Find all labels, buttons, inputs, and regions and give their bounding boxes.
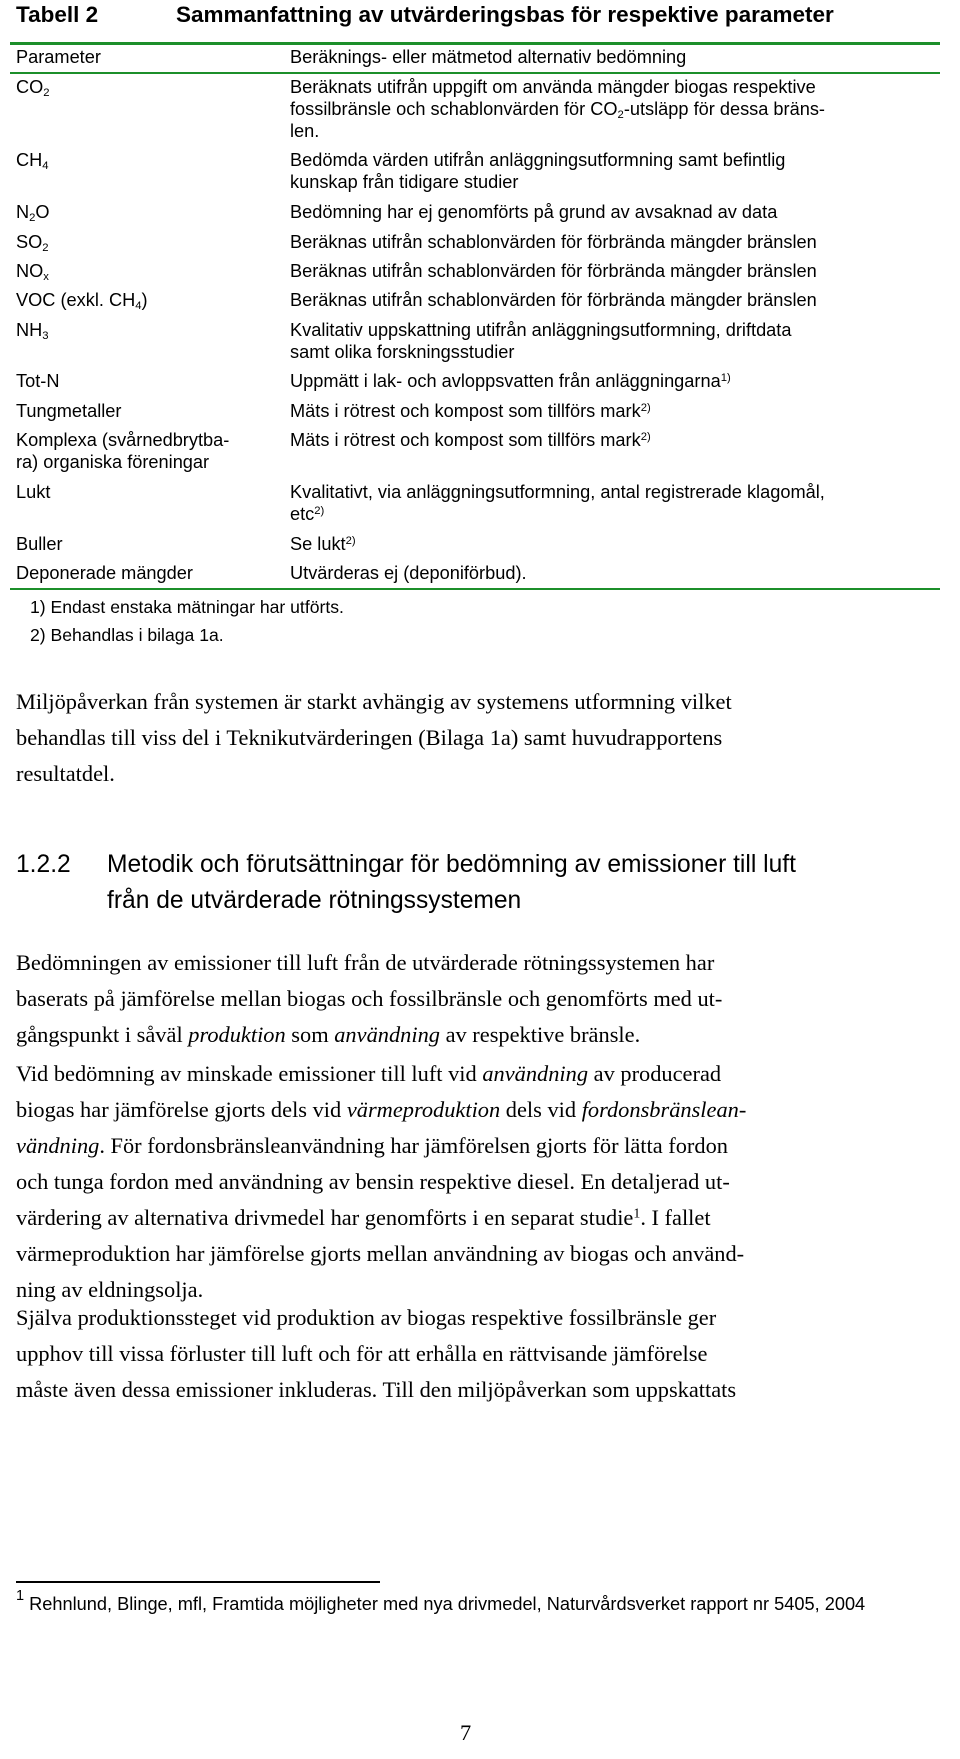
method-cell: Bedömning har ej genomförts på grund av avsaknad av data — [290, 202, 778, 222]
paragraph: Miljöpåverkan från systemen är starkt avhängig av systemens utformning vilket behandlas till viss del i Teknikutvärderingen (Bilaga 1a) samt huvudrapportens resultatdel. — [16, 689, 732, 786]
method-cell: Mäts i rötrest och kompost som tillförs mark$^{2)}$ — [290, 430, 651, 450]
method-cell: Beräknats utifrån uppgift om använda mängder biogas respektive fossilbränsle och schablonvärden för $CO_2$-utsläpp för dessa bräns- len. — [290, 77, 825, 141]
param-cell: Komplexa (svårnedbrytba- ra) organiska föreningar — [16, 430, 230, 472]
page-number: 7 — [460, 1720, 472, 1745]
method-cell: Beräknas utifrån schablonvärden för förbrända mängder bränslen — [290, 232, 817, 252]
method-cell: Bedömda värden utifrån anläggningsutformning samt befintlig kunskap från tidigare studier — [290, 150, 786, 192]
param-cell: $CO_2$ — [16, 77, 50, 99]
method-cell: Kvalitativ uppskattning utifrån anläggningsutformning, driftdata samt olika forskningsstudier — [290, 320, 792, 362]
table-bottom-rule — [10, 588, 940, 590]
table-label: Tabell 2 — [16, 2, 99, 27]
section-number: 1.2.2 — [16, 851, 71, 878]
param-cell: $NH_3$ — [16, 320, 49, 342]
param-cell: Tot-N — [16, 371, 60, 391]
footnote: $^1$ Rehnlund, Blinge, mfl, Framtida möjligheter med nya drivmedel, Naturvårdsverket rapport nr 5405, 2004 — [16, 1587, 866, 1614]
paragraph: Själva produktionssteget vid produktion av biogas respektive fossilbränsle ger upphov till vissa förluster till luft och för att erhålla en rättvisande jämförelse måste även dessa emissioner inkluderas. Till den miljöpåverkan som uppskattats — [16, 1305, 737, 1402]
method-cell: Uppmätt i lak- och avloppsvatten från anläggningarna$^{1)}$ — [290, 371, 731, 391]
paragraph: Bedömningen av emissioner till luft från de utvärderade rötningssystemen har baserats på jämförelse mellan biogas och fossilbränsle och genomförts med ut- gångspunkt i såväl produktion som användning av respektive bränsle. — [16, 950, 723, 1047]
method-cell: Utvärderas ej (deponiförbud). — [290, 563, 527, 583]
param-cell: $SO_2$ — [16, 232, 49, 254]
param-cell: Deponerade mängder — [16, 563, 193, 583]
param-cell: VOC (exkl. $CH_4$) — [16, 290, 148, 312]
param-cell: Tungmetaller — [16, 401, 122, 421]
method-cell: Mäts i rötrest och kompost som tillförs mark$^{2)}$ — [290, 401, 651, 421]
header-parameter: Parameter — [16, 47, 101, 67]
paragraph: Vid bedömning av minskade emissioner till luft vid användning av producerad biogas har jämförelse gjorts dels vid värmeproduktion dels vid fordonsbränslean- vändning. För fordonsbränsleanvändning har jämförelsen gjorts för lätta fordon och tunga fordon med användning av bensin respektive diesel. En detaljerad ut- värdering av alternativa drivmedel har genomförts i en separat studie$^1$. I fallet värmeproduktion har jämförelse gjorts mellan användning av biogas och använd- ning av eldningsolja. — [16, 1061, 747, 1302]
param-cell: $CH_4$ — [16, 150, 49, 172]
table-header-rule — [10, 72, 940, 74]
method-cell: Se lukt$^{2)}$ — [290, 534, 356, 554]
method-cell: Beräknas utifrån schablonvärden för förbrända mängder bränslen — [290, 290, 817, 310]
section-title: Metodik och förutsättningar för bedömning av emissioner till luft från de utvärderade rötningssystemen — [107, 851, 796, 914]
table-top-rule — [10, 42, 940, 45]
param-cell: Buller — [16, 534, 63, 554]
table-note: 2) Behandlas i bilaga 1a. — [30, 625, 224, 645]
method-cell: Beräknas utifrån schablonvärden för förbrända mängder bränslen — [290, 261, 817, 281]
param-cell: $NO_x$ — [16, 261, 49, 283]
param-cell: $N_2O$ — [16, 202, 50, 224]
table-note: 1) Endast enstaka mätningar har utförts. — [30, 597, 344, 617]
footnote-rule — [16, 1581, 380, 1583]
table-caption: Sammanfattning av utvärderingsbas för respektive parameter — [176, 2, 834, 27]
param-cell: Lukt — [16, 482, 51, 502]
method-cell: Kvalitativt, via anläggningsutformning, antal registrerade klagomål, etc$^{2)}$ — [290, 482, 825, 524]
header-method: Beräknings- eller mätmetod alternativ bedömning — [290, 47, 687, 67]
